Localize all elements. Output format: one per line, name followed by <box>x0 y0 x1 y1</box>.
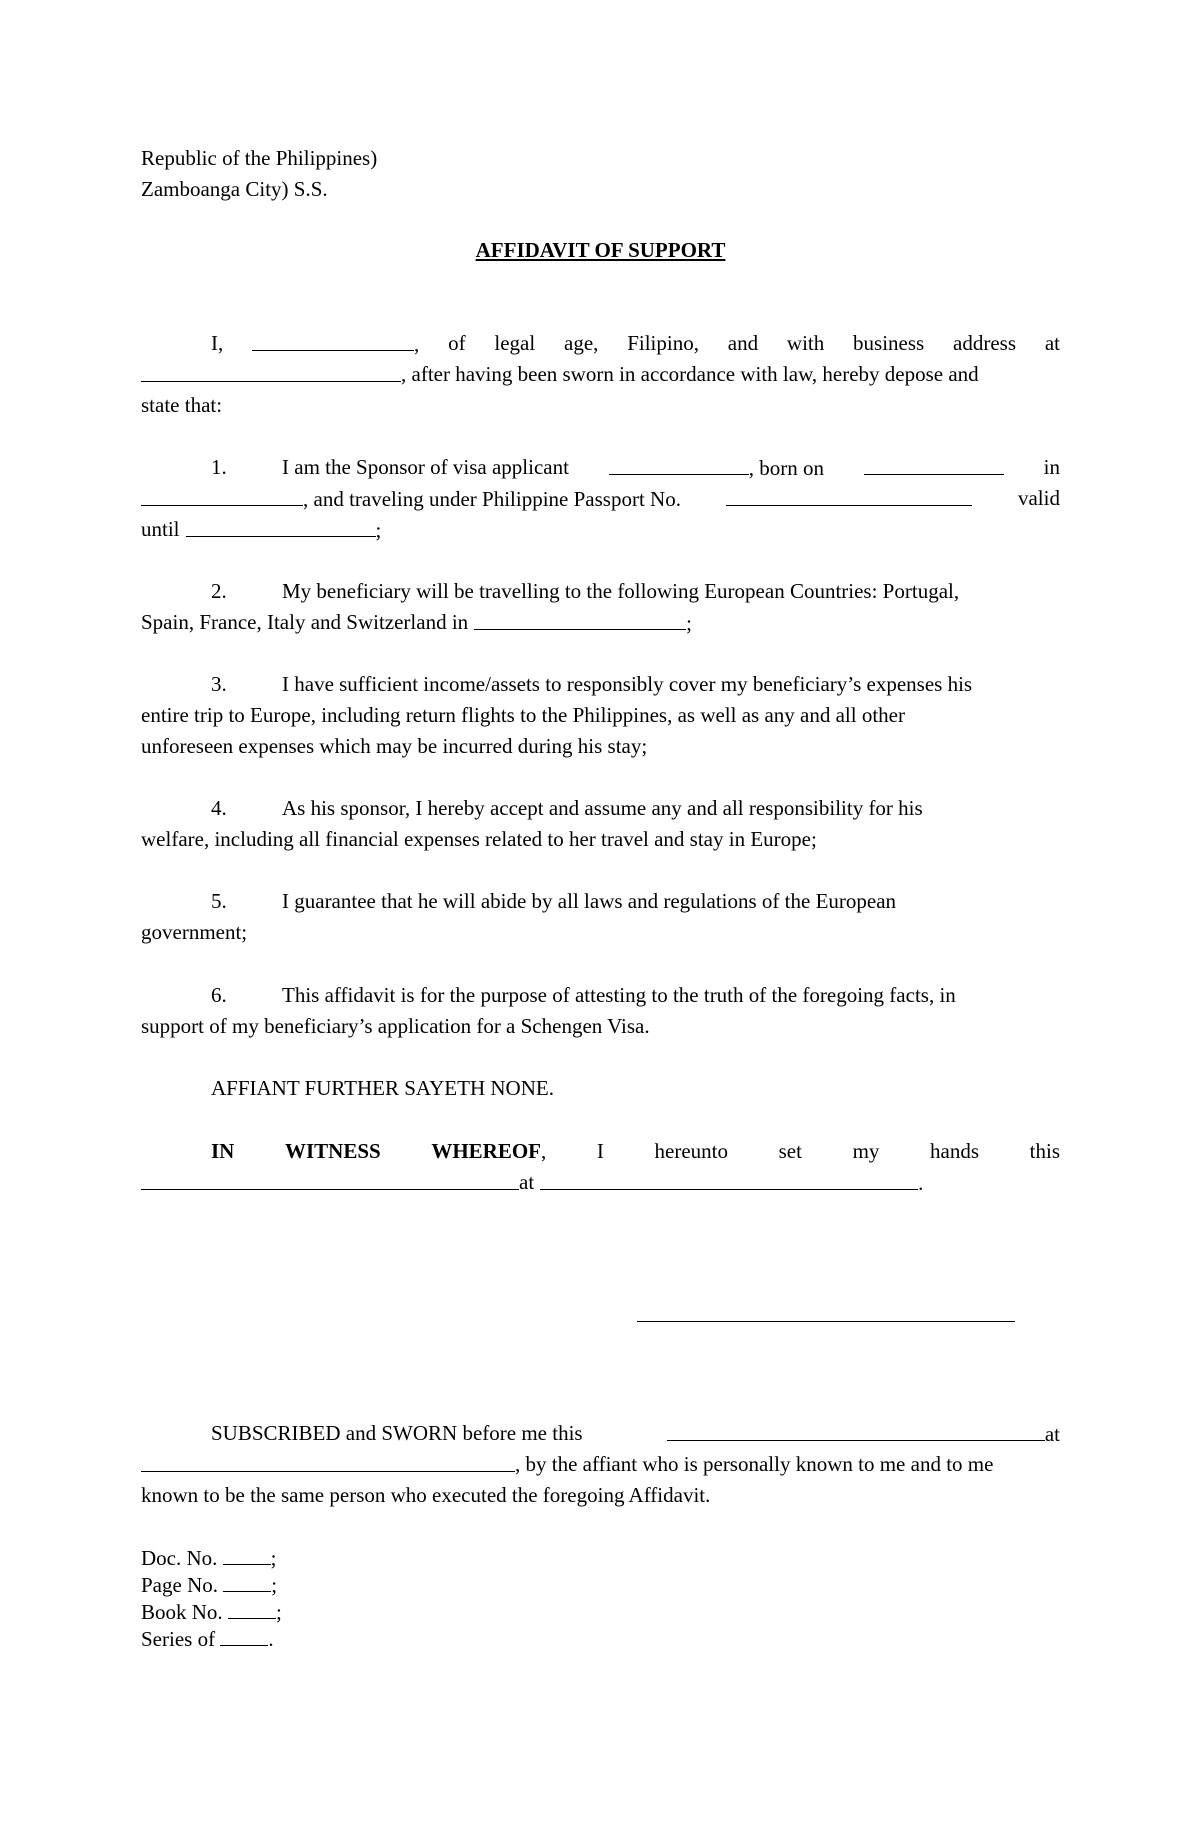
intro-line-1: I, , of legal age, Filipino, and with business address at <box>141 328 1060 359</box>
venue-city: Zamboanga City) S.S. <box>141 177 328 201</box>
jurat-paragraph <box>141 1418 1060 1511</box>
witness-date-blank[interactable] <box>141 1167 519 1190</box>
item-3-line-2: entire trip to Europe, including return flights to the Philippines, as well as any and all other <box>141 703 905 727</box>
travel-date-blank[interactable] <box>474 607 686 630</box>
jurat-place-blank[interactable] <box>141 1449 515 1472</box>
jurat-line-3: known to be the same person who executed the foregoing Affidavit. <box>141 1483 711 1507</box>
jurat-line-1: SUBSCRIBED and SWORN before me this at <box>141 1418 1060 1449</box>
item-2-line-1: 2. My beneficiary will be travelling to the following European Countries: Portugal, <box>211 579 960 603</box>
jurat-line-2: , by the affiant who is personally known to me and to me <box>141 1449 1060 1480</box>
doc-no-line: Doc. No. ; <box>141 1546 277 1570</box>
item-2 <box>141 576 1060 638</box>
birth-date-blank[interactable] <box>864 452 1004 475</box>
series-blank[interactable] <box>220 1627 268 1646</box>
item-4-line-2: welfare, including all financial expenses related to her travel and stay in Europe; <box>141 827 817 851</box>
item-1-line-2: , and traveling under Philippine Passport No. valid <box>141 483 1060 514</box>
book-no-blank[interactable] <box>228 1600 276 1619</box>
item-5 <box>141 886 1060 948</box>
item-6 <box>141 980 1060 1042</box>
intro-paragraph <box>141 328 1060 421</box>
item-3-line-3: unforeseen expenses which may be incurred during his stay; <box>141 734 648 758</box>
item-1-line-3: until ; <box>141 514 1060 545</box>
item-6-line-2: support of my beneficiary’s application for a Schengen Visa. <box>141 1014 650 1038</box>
witness-place-blank[interactable] <box>540 1167 918 1190</box>
series-line: Series of . <box>141 1627 274 1651</box>
intro-line-2: , after having been sworn in accordance with law, hereby depose and <box>141 359 1060 390</box>
item-4 <box>141 793 1060 855</box>
item-3-line-1: 3. I have sufficient income/assets to responsibly cover my beneficiary’s expenses his <box>211 672 973 696</box>
item-3 <box>141 669 1060 762</box>
witness-line-1: IN WITNESS WHEREOF, I hereunto set my hands this <box>211 1139 1060 1163</box>
doc-no-blank[interactable] <box>223 1546 271 1565</box>
further-sayeth <box>141 1073 1060 1104</box>
item-5-line-2: government; <box>141 920 248 944</box>
affiant-name-blank[interactable] <box>252 328 414 351</box>
further-sayeth-line: AFFIANT FURTHER SAYETH NONE. <box>211 1076 554 1100</box>
witness-line-2: at . <box>141 1167 1060 1198</box>
book-no-line: Book No. ; <box>141 1600 282 1624</box>
item-5-line-1: 5. I guarantee that he will abide by all laws and regulations of the European <box>211 889 897 913</box>
page-no-line: Page No. ; <box>141 1573 278 1597</box>
affiant-signature-line[interactable] <box>637 1321 1015 1322</box>
item-2-line-2: Spain, France, Italy and Switzerland in ; <box>141 607 1060 638</box>
page-no-blank[interactable] <box>223 1573 271 1592</box>
item-1-line-1: 1. I am the Sponsor of visa applicant , born on in <box>141 452 1060 483</box>
intro-line-3: state that: <box>141 393 223 417</box>
item-1 <box>141 452 1060 545</box>
item-6-line-1: 6. This affidavit is for the purpose of attesting to the truth of the foregoing facts, in <box>211 983 956 1007</box>
passport-number-blank[interactable] <box>726 483 972 506</box>
venue-country: Republic of the Philippines) <box>141 146 378 170</box>
document-title: AFFIDAVIT OF SUPPORT <box>475 238 726 262</box>
business-address-blank[interactable] <box>141 359 401 382</box>
venue-block <box>141 143 377 205</box>
witness-paragraph <box>141 1136 1060 1198</box>
applicant-name-blank[interactable] <box>609 452 749 475</box>
notarial-register-block <box>141 1545 282 1653</box>
jurat-date-blank[interactable] <box>667 1418 1045 1441</box>
birth-place-blank[interactable] <box>141 483 303 506</box>
passport-validity-blank[interactable] <box>186 514 376 537</box>
item-4-line-1: 4. As his sponsor, I hereby accept and assume any and all responsibility for his <box>211 796 923 820</box>
